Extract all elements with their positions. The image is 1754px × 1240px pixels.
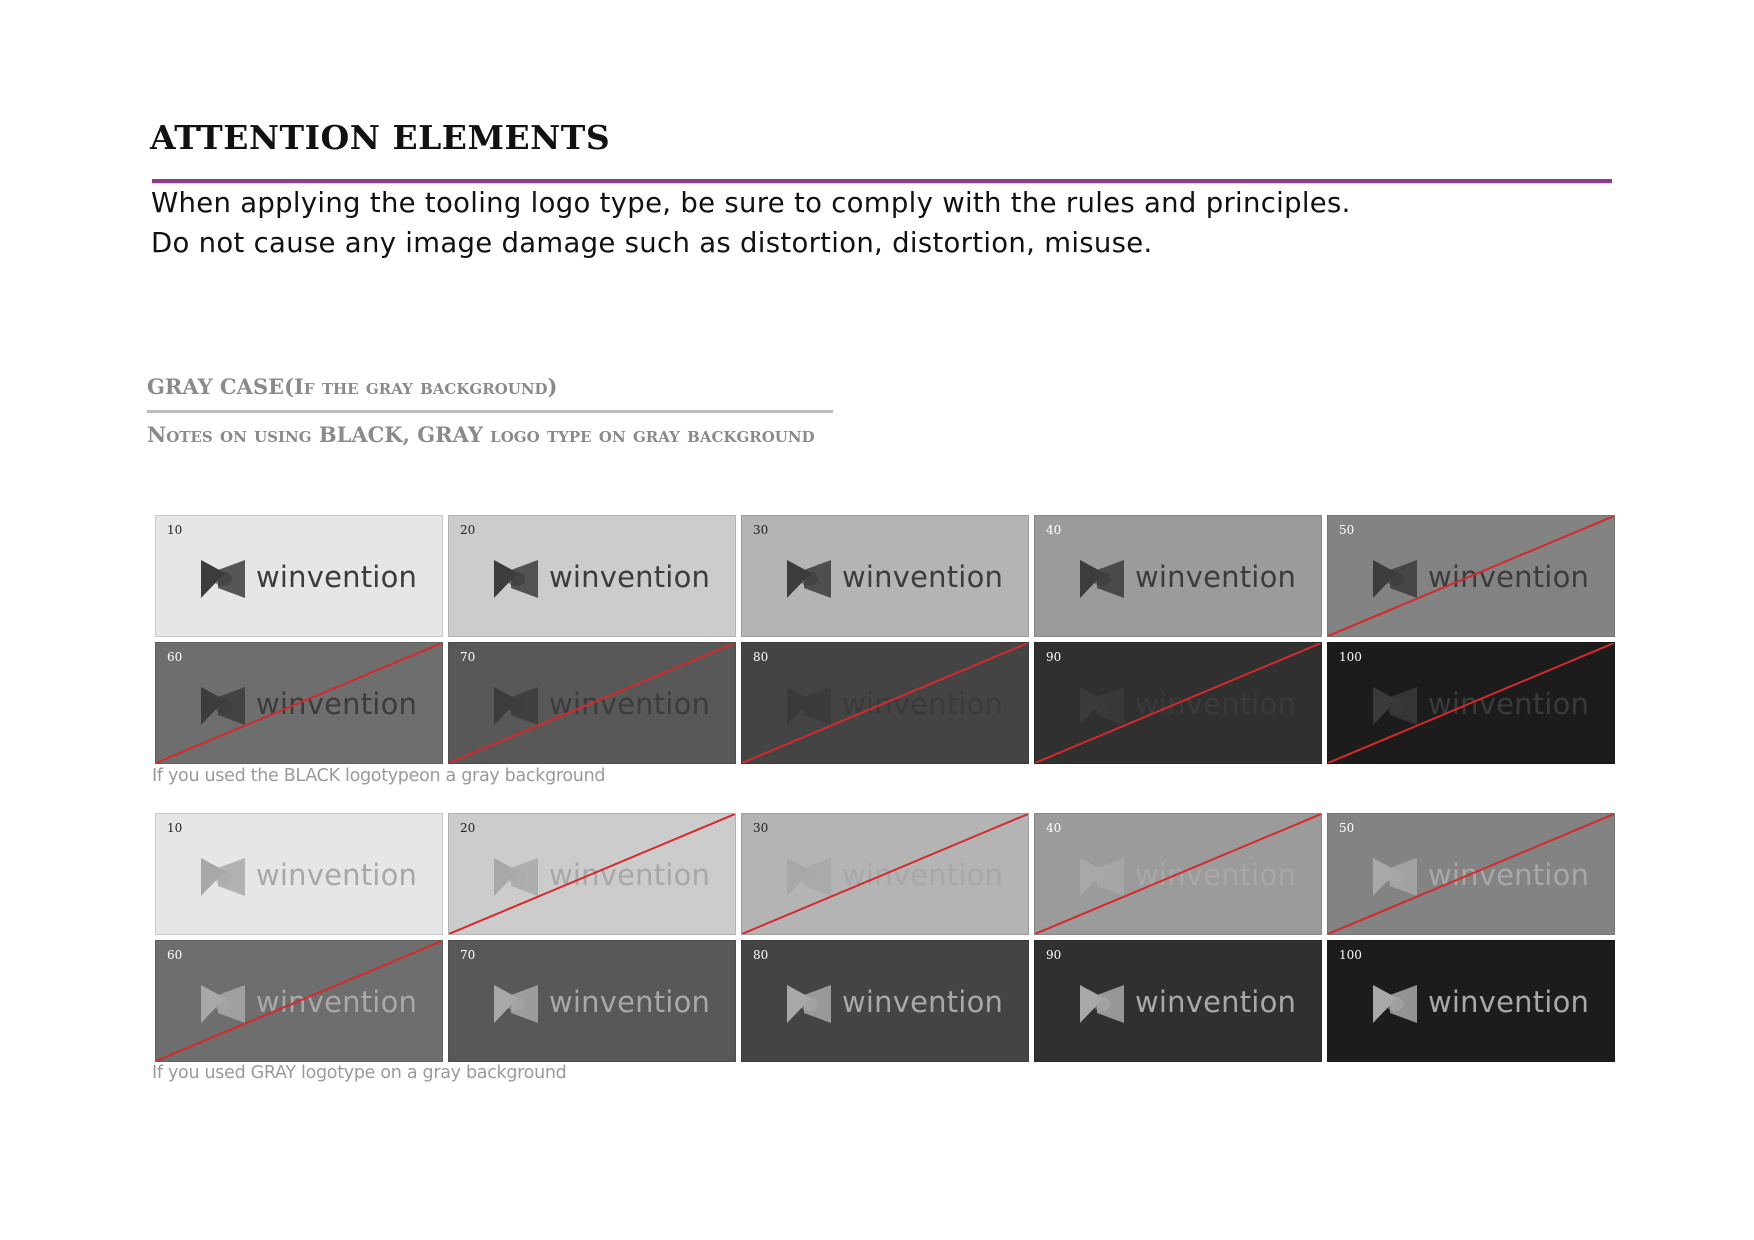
winvention-logo-icon: [1370, 983, 1420, 1025]
gray-logo-caption: If you used GRAY logotype on a gray background: [152, 1063, 567, 1083]
winvention-wordmark: winvention: [1135, 985, 1297, 1019]
swatch-percent-label: 80: [753, 948, 769, 962]
winvention-wordmark: winvention: [549, 687, 711, 721]
swatch-percent-label: 60: [167, 650, 183, 664]
strike-through-mark: [1035, 643, 1321, 763]
swatch-percent-label: 100: [1339, 650, 1362, 664]
winvention-logo-icon: [784, 558, 834, 600]
winvention-wordmark: winvention: [1428, 560, 1590, 594]
winvention-logo: [198, 556, 428, 602]
winvention-wordmark: winvention: [256, 985, 418, 1019]
swatch-percent-label: 50: [1339, 821, 1355, 835]
winvention-wordmark: winvention: [1428, 858, 1590, 892]
winvention-wordmark: winvention: [842, 858, 1004, 892]
black-logo-caption: If you used the BLACK logotypeon a gray background: [152, 766, 606, 786]
section-notes: Notes on using BLACK, GRAY logo type on gray background: [147, 422, 815, 447]
winvention-logo: [491, 981, 721, 1027]
swatch-tile: [1327, 515, 1615, 637]
strike-through-mark: [449, 643, 735, 763]
strike-through-mark: [1328, 643, 1614, 763]
swatch-percent-label: 70: [460, 650, 476, 664]
winvention-wordmark: winvention: [842, 985, 1004, 1019]
winvention-wordmark: winvention: [1135, 560, 1297, 594]
swatch-tile: [155, 940, 443, 1062]
swatch-percent-label: 10: [167, 523, 183, 537]
winvention-wordmark: winvention: [842, 560, 1004, 594]
swatch-percent-label: 20: [460, 821, 476, 835]
winvention-logo-icon: [1077, 983, 1127, 1025]
winvention-logo: [1077, 981, 1307, 1027]
winvention-logo: [784, 556, 1014, 602]
winvention-wordmark: winvention: [549, 560, 711, 594]
intro-line-1: When applying the tooling logo type, be sure to comply with the rules and principles.: [151, 187, 1351, 219]
winvention-wordmark: winvention: [842, 687, 1004, 721]
winvention-logo-icon: [491, 983, 541, 1025]
winvention-wordmark: winvention: [549, 858, 711, 892]
winvention-wordmark: winvention: [1135, 687, 1297, 721]
swatch-tile: [741, 515, 1029, 637]
strike-through-mark: [156, 941, 442, 1061]
strike-through-mark: [449, 814, 735, 934]
swatch-tile: [448, 813, 736, 935]
black-logo-grid: [155, 515, 1615, 764]
swatch-tile: [1034, 642, 1322, 764]
swatch-tile: [1327, 642, 1615, 764]
strike-through-mark: [742, 643, 1028, 763]
winvention-logo-icon: [198, 558, 248, 600]
winvention-wordmark: winvention: [256, 687, 418, 721]
swatch-tile: [1327, 813, 1615, 935]
swatch-percent-label: 80: [753, 650, 769, 664]
winvention-logo: [1077, 556, 1307, 602]
strike-through-mark: [1035, 814, 1321, 934]
winvention-wordmark: winvention: [549, 985, 711, 1019]
swatch-percent-label: 50: [1339, 523, 1355, 537]
winvention-logo-icon: [491, 558, 541, 600]
swatch-tile: [1034, 940, 1322, 1062]
strike-through-mark: [742, 814, 1028, 934]
page-title: ATTENTION ELEMENTS: [150, 118, 611, 157]
section-heading: GRAY CASE(If the gray background): [147, 374, 558, 399]
winvention-logo: [491, 556, 721, 602]
section-divider: [147, 410, 833, 413]
winvention-logo-icon: [198, 856, 248, 898]
winvention-wordmark: winvention: [1135, 858, 1297, 892]
swatch-percent-label: 10: [167, 821, 183, 835]
swatch-tile: [1034, 515, 1322, 637]
swatch-tile: [155, 515, 443, 637]
swatch-percent-label: 90: [1046, 948, 1062, 962]
swatch-tile: [448, 940, 736, 1062]
intro-line-2: Do not cause any image damage such as distortion, distortion, misuse.: [151, 227, 1153, 259]
swatch-tile: [155, 813, 443, 935]
swatch-percent-label: 60: [167, 948, 183, 962]
strike-through-mark: [1328, 814, 1614, 934]
swatch-percent-label: 90: [1046, 650, 1062, 664]
winvention-wordmark: winvention: [256, 858, 418, 892]
swatch-tile: [741, 813, 1029, 935]
strike-through-mark: [156, 643, 442, 763]
swatch-percent-label: 100: [1339, 948, 1362, 962]
title-divider: [152, 179, 1612, 183]
swatch-tile: [741, 642, 1029, 764]
swatch-tile: [448, 642, 736, 764]
winvention-wordmark: winvention: [1428, 985, 1590, 1019]
swatch-tile: [448, 515, 736, 637]
gray-logo-grid: [155, 813, 1615, 1062]
swatch-tile: [741, 940, 1029, 1062]
swatch-percent-label: 40: [1046, 523, 1062, 537]
winvention-logo-icon: [1077, 558, 1127, 600]
swatch-percent-label: 40: [1046, 821, 1062, 835]
winvention-wordmark: winvention: [256, 560, 418, 594]
winvention-logo: [198, 854, 428, 900]
swatch-tile: [1034, 813, 1322, 935]
winvention-wordmark: winvention: [1428, 687, 1590, 721]
swatch-percent-label: 30: [753, 821, 769, 835]
swatch-percent-label: 20: [460, 523, 476, 537]
winvention-logo-icon: [784, 983, 834, 1025]
swatch-tile: [1327, 940, 1615, 1062]
swatch-tile: [155, 642, 443, 764]
swatch-percent-label: 70: [460, 948, 476, 962]
strike-through-mark: [1328, 516, 1614, 636]
swatch-percent-label: 30: [753, 523, 769, 537]
winvention-logo: [784, 981, 1014, 1027]
winvention-logo: [1370, 981, 1600, 1027]
